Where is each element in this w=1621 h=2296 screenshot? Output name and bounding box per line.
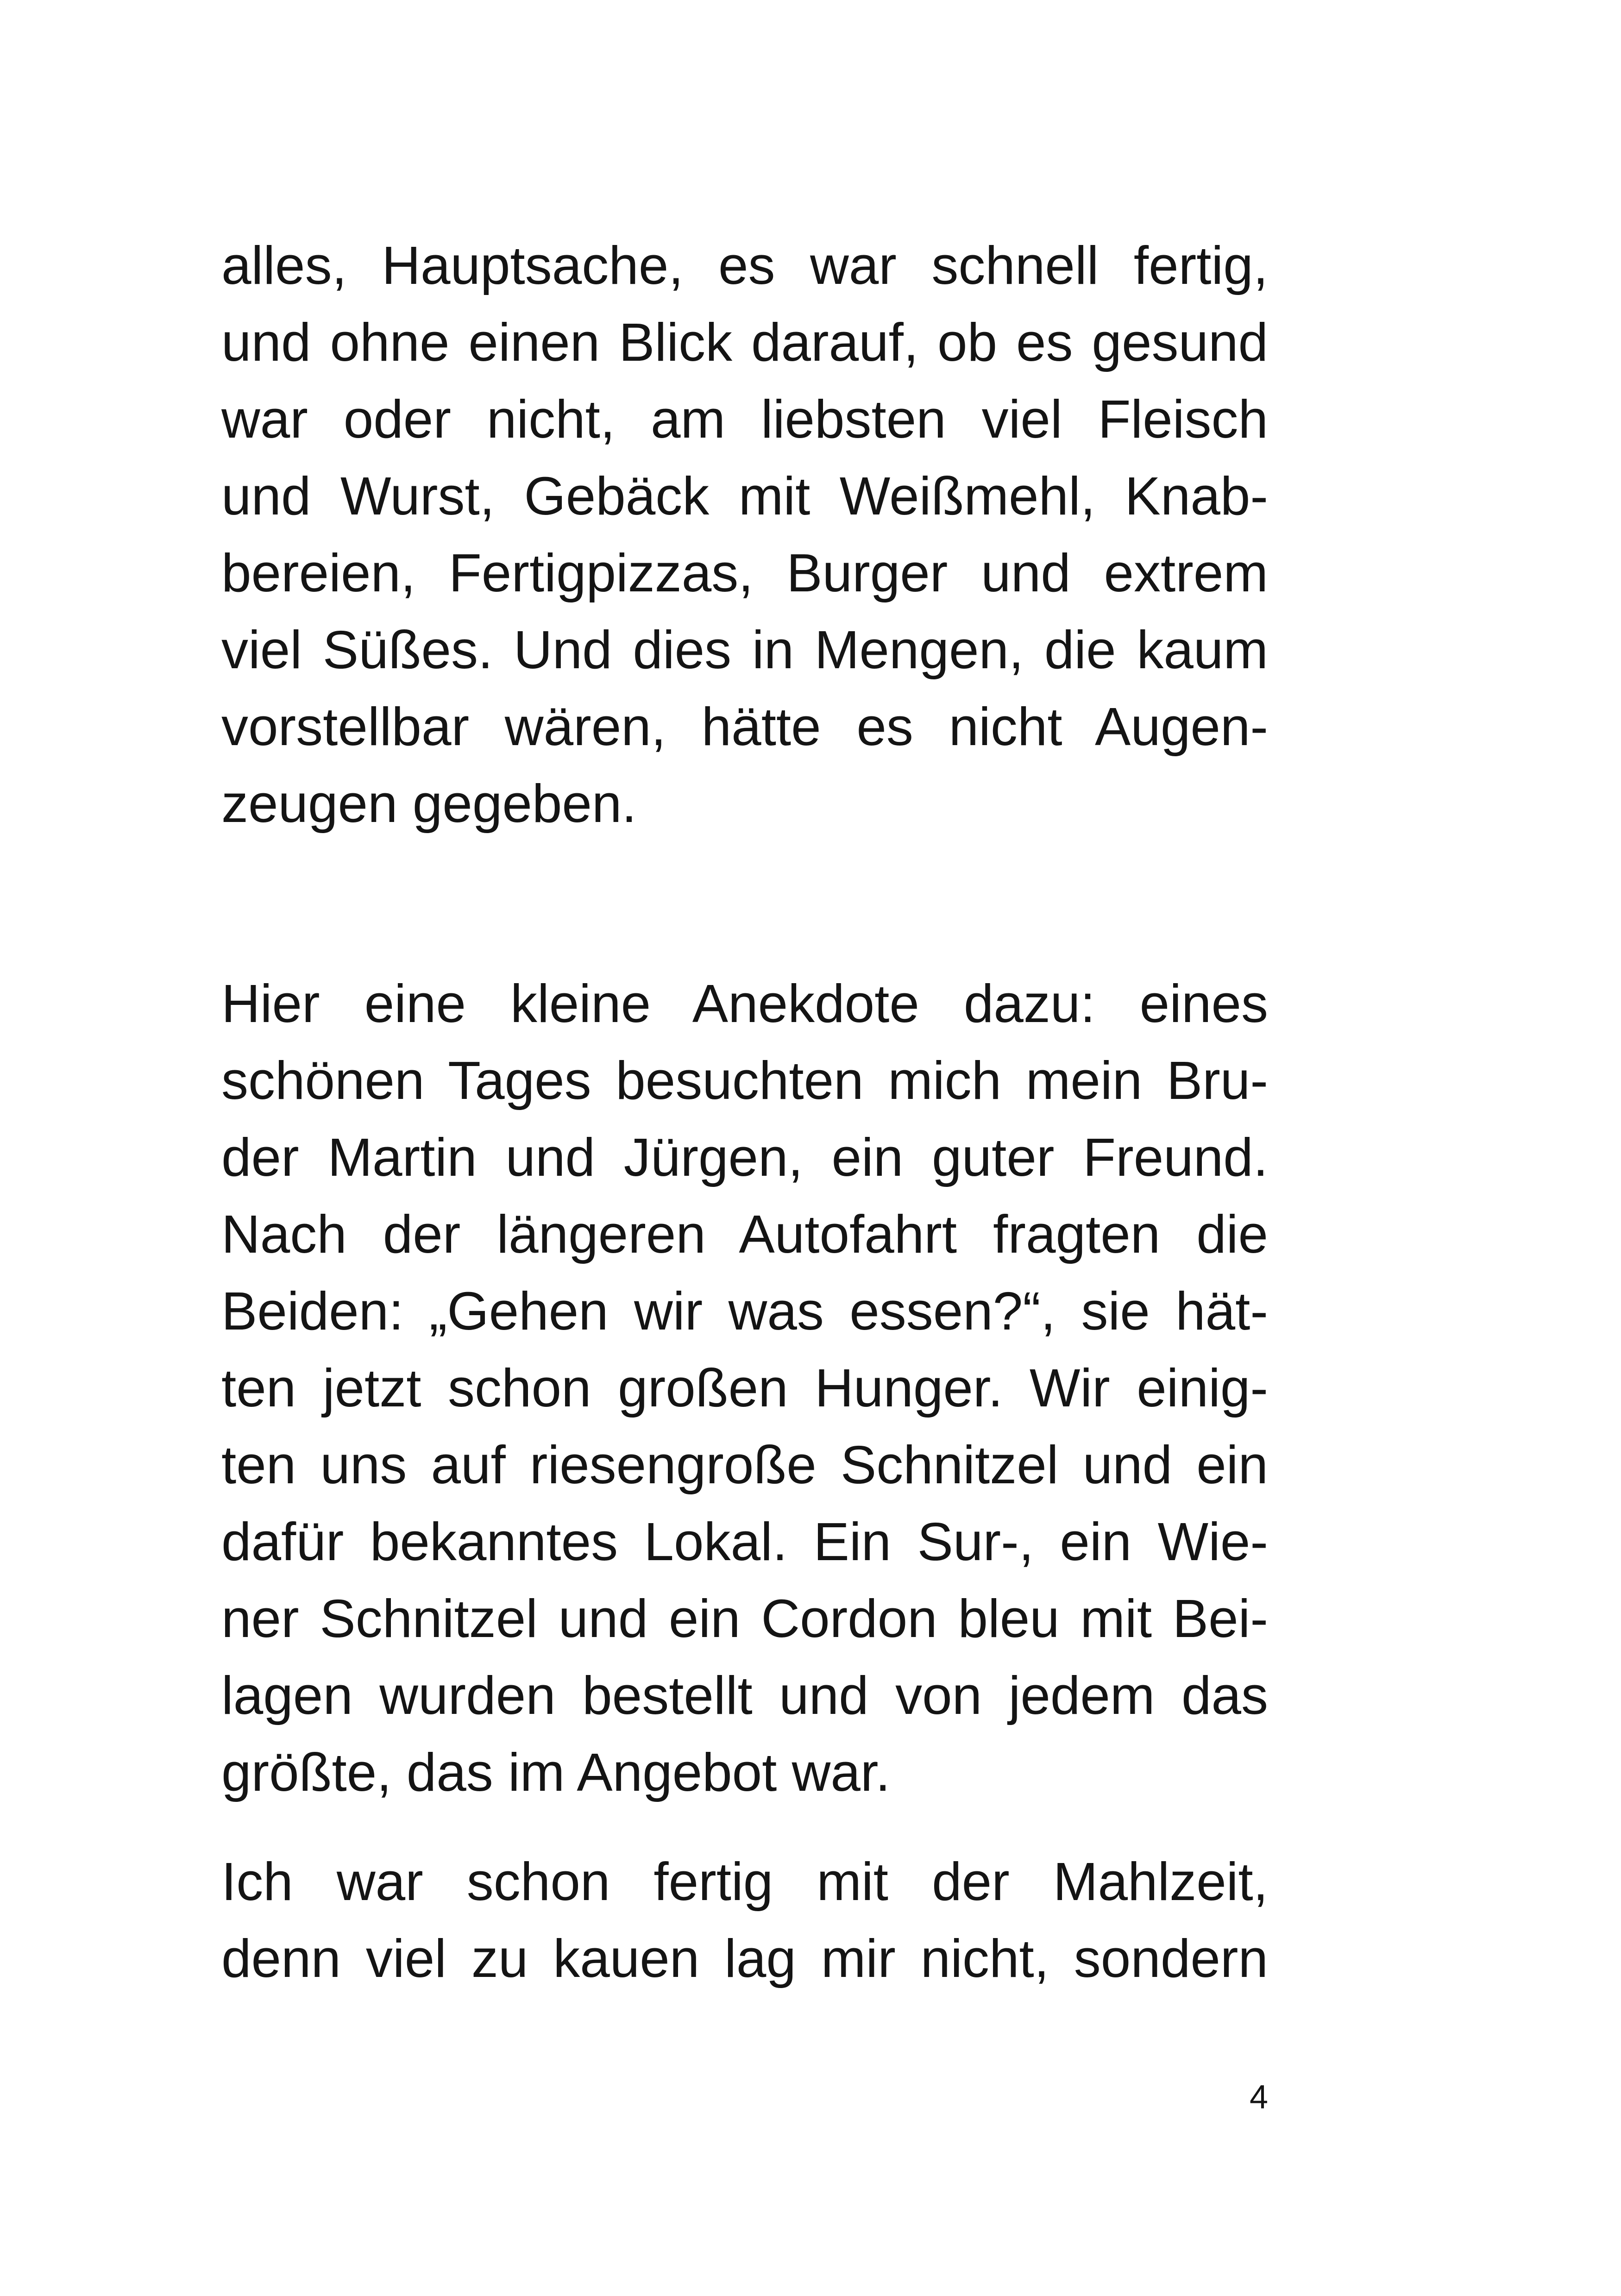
text-line: ner Schnitzel und ein Cordon bleu mit Bei- <box>221 1588 1268 1649</box>
paragraph-1 <box>221 227 1268 842</box>
text-line: war oder nicht, am liebsten viel Fleisch <box>221 389 1268 449</box>
text-line: größte, das im Angebot war. <box>221 1742 891 1802</box>
text-line: alles, Hauptsache, es war schnell fertig, <box>221 235 1268 295</box>
text-line: vorstellbar wären, hätte es nicht Augen- <box>221 696 1268 757</box>
text-line: lagen wurden bestellt und von jedem das <box>221 1665 1268 1725</box>
text-line: bereien, Fertigpizzas, Burger und extrem <box>221 543 1268 603</box>
text-line: der Martin und Jürgen, ein guter Freund. <box>221 1127 1268 1187</box>
page-number: 4 <box>1249 2079 1268 2116</box>
text-line: Hier eine kleine Anekdote dazu: eines <box>221 973 1268 1034</box>
text-line: Beiden: „Gehen wir was essen?“, sie hät- <box>221 1281 1268 1341</box>
text-line: viel Süßes. Und dies in Mengen, die kaum <box>221 620 1268 680</box>
text-line: zeugen gegeben. <box>221 773 637 834</box>
text-line: und Wurst, Gebäck mit Weißmehl, Knab- <box>221 466 1268 526</box>
text-line: Nach der längeren Autofahrt fragten die <box>221 1204 1268 1264</box>
text-line: denn viel zu kauen lag mir nicht, sondern <box>221 1928 1268 1989</box>
text-line: schönen Tages besuchten mich mein Bru- <box>221 1050 1268 1110</box>
text-line: Ich war schon fertig mit der Mahlzeit, <box>221 1851 1268 1912</box>
text-line: und ohne einen Blick darauf, ob es gesund <box>221 312 1268 372</box>
text-line: ten jetzt schon großen Hunger. Wir einig- <box>221 1358 1268 1418</box>
paragraph-3 <box>221 1843 1268 1997</box>
text-line: dafür bekanntes Lokal. Ein Sur-, ein Wie- <box>221 1512 1268 1572</box>
paragraph-2 <box>221 965 1268 1811</box>
text-line: ten uns auf riesengroße Schnitzel und ein <box>221 1435 1268 1495</box>
